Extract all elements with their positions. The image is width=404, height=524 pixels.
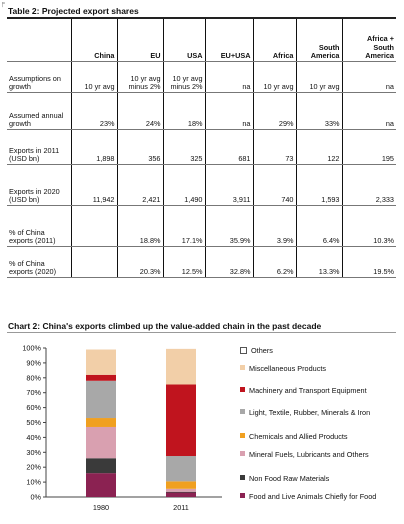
legend-swatch bbox=[240, 475, 245, 480]
bar-segment bbox=[166, 492, 196, 493]
legend-item bbox=[240, 474, 400, 483]
table-row bbox=[7, 247, 396, 278]
table-cell: 2,333 bbox=[342, 165, 396, 206]
table-cell: 33% bbox=[296, 93, 342, 130]
table-row bbox=[7, 62, 396, 93]
bar-segment bbox=[166, 456, 196, 481]
table-cell: 13.3% bbox=[296, 247, 342, 278]
legend-item bbox=[240, 408, 400, 417]
table-cell: 17.1% bbox=[163, 206, 205, 247]
bar-segment bbox=[86, 375, 116, 381]
bar-segment bbox=[86, 349, 116, 374]
legend-label: Food and Live Animals Chiefly for Food bbox=[249, 492, 377, 501]
table-cell: 10 yr avg bbox=[71, 62, 117, 93]
bar-segment bbox=[166, 385, 196, 457]
y-tick-label: 90% bbox=[26, 358, 41, 368]
y-tick-label: 100% bbox=[22, 343, 41, 353]
row-label: Exports in 2020 (USD bn) bbox=[7, 165, 71, 206]
y-tick-label: 20% bbox=[26, 462, 41, 472]
table-cell: 6.4% bbox=[296, 206, 342, 247]
table-cell: 12.5% bbox=[163, 247, 205, 278]
legend-label: Others bbox=[251, 346, 273, 355]
bar-segment bbox=[86, 381, 116, 418]
header-cell: Africa + South America bbox=[342, 19, 396, 62]
table-cell: 325 bbox=[163, 130, 205, 165]
table-cell: 2,421 bbox=[117, 165, 163, 206]
table-row bbox=[7, 93, 396, 130]
chart-title-rule bbox=[7, 332, 396, 333]
header-cell: South America bbox=[296, 19, 342, 62]
table-cell: 10.3% bbox=[342, 206, 396, 247]
y-tick-label: 80% bbox=[26, 373, 41, 383]
table-cell: na bbox=[342, 62, 396, 93]
table-cell: 20.3% bbox=[117, 247, 163, 278]
y-tick-label: 40% bbox=[26, 432, 41, 442]
table-cell bbox=[71, 206, 117, 247]
table-cell: 1,490 bbox=[163, 165, 205, 206]
table-row bbox=[7, 206, 396, 247]
legend-label: Miscellaneous Products bbox=[249, 364, 327, 373]
table-cell: 356 bbox=[117, 130, 163, 165]
corner-mark: ╒ bbox=[0, 0, 5, 7]
bar-segment bbox=[166, 493, 196, 497]
table-cell: na bbox=[342, 93, 396, 130]
header-cell: EU+USA bbox=[205, 19, 253, 62]
legend-swatch bbox=[240, 493, 245, 498]
table-cell: 1,593 bbox=[296, 165, 342, 206]
table-cell bbox=[71, 247, 117, 278]
legend-swatch bbox=[240, 451, 245, 456]
table-cell: 29% bbox=[253, 93, 296, 130]
legend-swatch bbox=[240, 387, 245, 392]
table-cell: 19.5% bbox=[342, 247, 396, 278]
header-cell: China bbox=[71, 19, 117, 62]
legend-swatch bbox=[240, 433, 245, 438]
legend-label: Chemicals and Allied Products bbox=[249, 432, 348, 441]
legend-swatch bbox=[240, 347, 247, 354]
row-label: % of China exports (2011) bbox=[7, 206, 71, 247]
bar-segment bbox=[166, 489, 196, 492]
x-tick-label: 2011 bbox=[173, 503, 189, 512]
row-label: Assumed annual growth bbox=[7, 93, 71, 130]
table-cell: 3.9% bbox=[253, 206, 296, 247]
legend-item bbox=[240, 432, 400, 441]
header-cell: EU bbox=[117, 19, 163, 62]
table-cell: 10 yr avg bbox=[296, 62, 342, 93]
y-tick-label: 30% bbox=[26, 447, 41, 457]
table-cell: 32.8% bbox=[205, 247, 253, 278]
header-cell bbox=[7, 19, 71, 62]
header-cell: USA bbox=[163, 19, 205, 62]
table-cell: 740 bbox=[253, 165, 296, 206]
legend-item bbox=[240, 346, 400, 355]
legend-item bbox=[240, 386, 400, 395]
legend-label: Machinery and Transport Equipment bbox=[249, 386, 367, 395]
legend-label: Mineral Fuels, Lubricants and Others bbox=[249, 450, 369, 459]
table-cell: 73 bbox=[253, 130, 296, 165]
table-cell: 24% bbox=[117, 93, 163, 130]
legend-item bbox=[240, 450, 400, 459]
x-tick-label: 1980 bbox=[92, 503, 110, 512]
bar-segment bbox=[166, 349, 196, 385]
bar-segment bbox=[86, 418, 116, 427]
table-cell: 10 yr avg bbox=[253, 62, 296, 93]
bar-segment bbox=[166, 348, 196, 349]
legend-label: Non Food Raw Materials bbox=[249, 474, 330, 483]
row-label: Exports in 2011 (USD bn) bbox=[7, 130, 71, 165]
bar-segment bbox=[86, 427, 116, 458]
bar-segment bbox=[86, 348, 116, 349]
table-cell: 3,911 bbox=[205, 165, 253, 206]
table-cell: 23% bbox=[71, 93, 117, 130]
header-cell: Africa bbox=[253, 19, 296, 62]
table-cell: 10 yr avg minus 2% bbox=[163, 62, 205, 93]
table-cell: 1,898 bbox=[71, 130, 117, 165]
table-header-row bbox=[7, 19, 396, 62]
table-title: Table 2: Projected export shares bbox=[8, 6, 139, 16]
legend-label: Light, Textile, Rubber, Minerals & Iron bbox=[249, 408, 371, 417]
legend-item bbox=[240, 492, 400, 501]
y-tick-label: 70% bbox=[26, 388, 41, 398]
y-tick-label: 10% bbox=[26, 477, 41, 487]
bar-segment bbox=[86, 458, 116, 473]
table-cell: 10 yr avg minus 2% bbox=[117, 62, 163, 93]
legend-swatch bbox=[240, 365, 245, 370]
table-cell: na bbox=[205, 62, 253, 93]
table-cell: 18% bbox=[163, 93, 205, 130]
stacked-bar-chart bbox=[0, 336, 240, 518]
row-label: Assumptions on growth bbox=[7, 62, 71, 93]
y-tick-label: 60% bbox=[26, 403, 41, 413]
table-cell: na bbox=[205, 93, 253, 130]
legend-item bbox=[240, 364, 400, 373]
y-tick-label: 50% bbox=[26, 418, 41, 427]
table-cell: 195 bbox=[342, 130, 396, 165]
table-cell: 35.9% bbox=[205, 206, 253, 247]
table-cell: 681 bbox=[205, 130, 253, 165]
export-shares-table bbox=[7, 19, 396, 278]
row-label: % of China exports (2020) bbox=[7, 247, 71, 278]
bar-segment bbox=[166, 481, 196, 488]
table-cell: 18.8% bbox=[117, 206, 163, 247]
table-cell: 11,942 bbox=[71, 165, 117, 206]
y-tick-label: 0% bbox=[30, 492, 41, 502]
chart-title: Chart 2: China's exports climbed up the value-added chain in the past decade bbox=[8, 321, 322, 331]
bar-segment bbox=[86, 473, 116, 497]
table-cell: 122 bbox=[296, 130, 342, 165]
table-cell: 6.2% bbox=[253, 247, 296, 278]
table-row bbox=[7, 165, 396, 206]
legend-swatch bbox=[240, 409, 245, 414]
table-row bbox=[7, 130, 396, 165]
